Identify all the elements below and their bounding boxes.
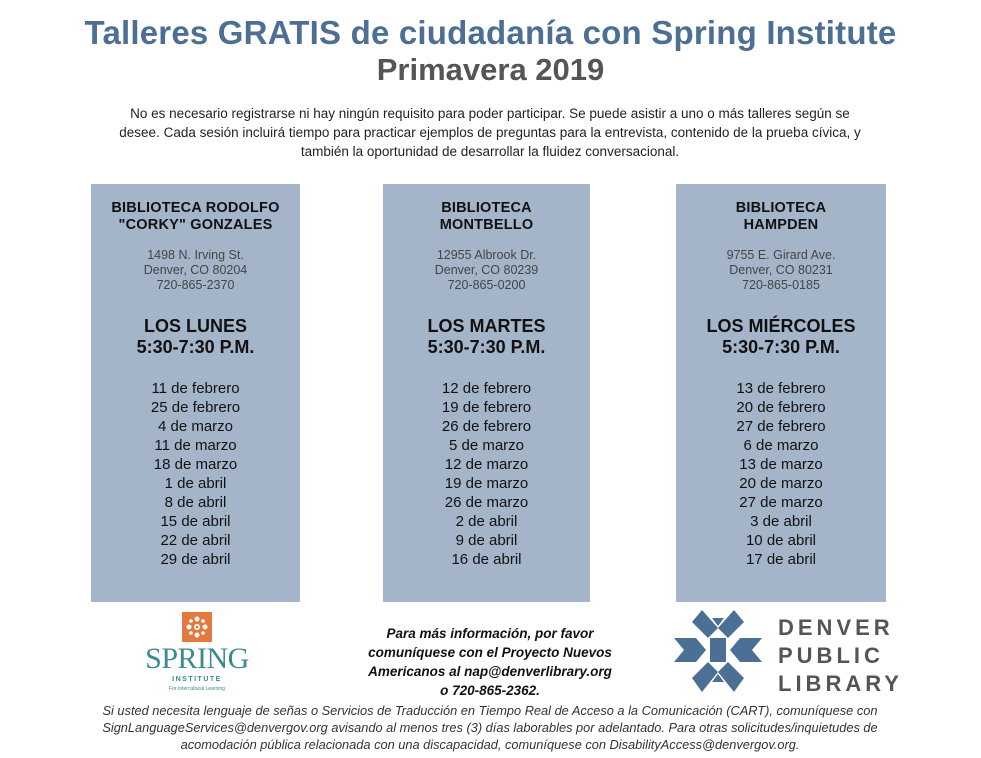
library-phone: 720-865-0185 — [742, 278, 820, 292]
date-item: 11 de febrero — [151, 380, 240, 397]
dpl-word-public: PUBLIC — [778, 643, 884, 668]
dpl-word-denver: DENVER — [778, 615, 894, 640]
session-schedule — [676, 316, 886, 358]
date-item: 19 de febrero — [441, 399, 532, 416]
library-address — [383, 248, 590, 293]
session-day: LOS MIÉRCOLES — [706, 316, 856, 336]
date-item: 22 de abril — [160, 532, 231, 549]
date-list — [676, 379, 886, 569]
library-column-montbello — [383, 184, 590, 602]
footer-line: acomodación pública relacionada con una discapacidad, comuníquese con DisabilityAccess@denvergov.org. — [180, 737, 800, 752]
session-day: LOS MARTES — [427, 316, 546, 336]
spring-wordmark: SPRING — [145, 642, 249, 675]
spring-institute-logo — [138, 612, 256, 694]
date-item: 27 de febrero — [736, 418, 826, 435]
address-city: Denver, CO 80239 — [434, 263, 539, 277]
library-phone: 720-865-2370 — [156, 278, 235, 292]
dpl-star-icon — [672, 608, 764, 694]
date-item: 27 de marzo — [739, 494, 823, 511]
date-item: 3 de abril — [750, 513, 812, 530]
page-subtitle: Primavera 2019 — [376, 52, 605, 87]
date-item: 13 de marzo — [739, 456, 823, 473]
address-street: 1498 N. Irving St. — [147, 248, 244, 262]
date-item: 26 de febrero — [441, 418, 532, 435]
contact-line: o 720-865-2362. — [440, 683, 540, 698]
date-item: 4 de marzo — [157, 418, 234, 435]
date-list — [91, 379, 300, 569]
library-name — [91, 200, 300, 234]
library-name-line1: BIBLIOTECA — [735, 200, 827, 216]
date-item: 20 de febrero — [736, 399, 826, 416]
session-time: 5:30-7:30 P.M. — [427, 337, 546, 357]
address-street: 9755 E. Girard Ave. — [726, 248, 836, 262]
library-name — [383, 200, 590, 234]
spring-institute-label: INSTITUTE — [172, 676, 222, 683]
library-address — [676, 248, 886, 293]
date-item: 5 de marzo — [448, 437, 525, 454]
date-item: 18 de marzo — [153, 456, 238, 473]
date-item: 29 de abril — [160, 551, 231, 568]
library-name-line2: "CORKY" GONZALES — [118, 217, 273, 233]
footer-line: SignLanguageServices@denvergov.org avisando al menos tres (3) días laborables por adelantado. Para otras solicitudes/inquietudes de — [102, 720, 878, 735]
library-address — [91, 248, 300, 293]
contact-info — [330, 624, 650, 700]
date-item: 15 de abril — [160, 513, 231, 530]
footer-line: Si usted necesita lenguaje de señas o Servicios de Traducción en Tiempo Real de Acceso a la Comunicación (CART), comuníquese con — [102, 703, 878, 718]
library-name-line1: BIBLIOTECA RODOLFO — [111, 200, 280, 216]
address-city: Denver, CO 80204 — [143, 263, 248, 277]
dpl-wordmark — [778, 614, 903, 698]
intro-paragraph: No es necesario registrarse ni hay ningún requisito para poder participar. Se puede asistir a uno o más talleres según se desee. Cada sesión incluirá tiempo para practicar ejemplos de preguntas para la entrevista, contenido de la prueba cívica, y también la oportunidad de desarrollar la fluidez conversacional. — [119, 106, 861, 159]
session-day: LOS LUNES — [143, 316, 247, 336]
date-item: 16 de abril — [451, 551, 522, 568]
date-item: 1 de abril — [164, 475, 227, 492]
session-schedule — [91, 316, 300, 358]
library-name-line2: HAMPDEN — [743, 217, 819, 233]
date-item: 13 de febrero — [736, 380, 826, 397]
date-item: 12 de marzo — [444, 456, 529, 473]
page-title: Talleres GRATIS de ciudadanía con Spring Institute — [84, 14, 897, 51]
date-item: 11 de marzo — [154, 437, 237, 454]
library-name-line1: BIBLIOTECA — [441, 200, 532, 216]
date-item: 6 de marzo — [743, 437, 819, 454]
library-column-hampden — [676, 184, 886, 602]
library-name-line2: MONTBELLO — [439, 217, 534, 233]
date-item: 2 de abril — [455, 513, 518, 530]
library-name — [676, 200, 886, 234]
spring-emblem-icon — [182, 612, 212, 642]
library-phone: 720-865-0200 — [447, 278, 526, 292]
date-item: 12 de febrero — [441, 380, 532, 397]
date-item: 19 de marzo — [444, 475, 529, 492]
contact-line: Americanos al nap@denverlibrary.org — [368, 664, 612, 679]
date-item: 9 de abril — [455, 532, 518, 549]
date-item: 25 de febrero — [150, 399, 241, 416]
date-item: 8 de abril — [164, 494, 227, 511]
date-list — [383, 379, 590, 569]
date-item: 26 de marzo — [444, 494, 529, 511]
session-time: 5:30-7:30 P.M. — [722, 337, 840, 357]
date-item: 10 de abril — [745, 532, 817, 549]
library-column-gonzales — [91, 184, 300, 602]
session-time: 5:30-7:30 P.M. — [136, 337, 255, 357]
contact-line: comuníquese con el Proyecto Nuevos — [368, 645, 612, 660]
date-item: 20 de marzo — [739, 475, 823, 492]
contact-line: Para más información, por favor — [386, 626, 594, 641]
date-item: 17 de abril — [745, 551, 817, 568]
dpl-word-library: LIBRARY — [778, 671, 903, 696]
session-schedule — [383, 316, 590, 358]
address-street: 12955 Albrook Dr. — [436, 248, 537, 262]
accessibility-footer — [40, 702, 940, 753]
address-city: Denver, CO 80231 — [729, 263, 833, 277]
spring-tagline: For Intercultural Learning — [169, 686, 225, 692]
